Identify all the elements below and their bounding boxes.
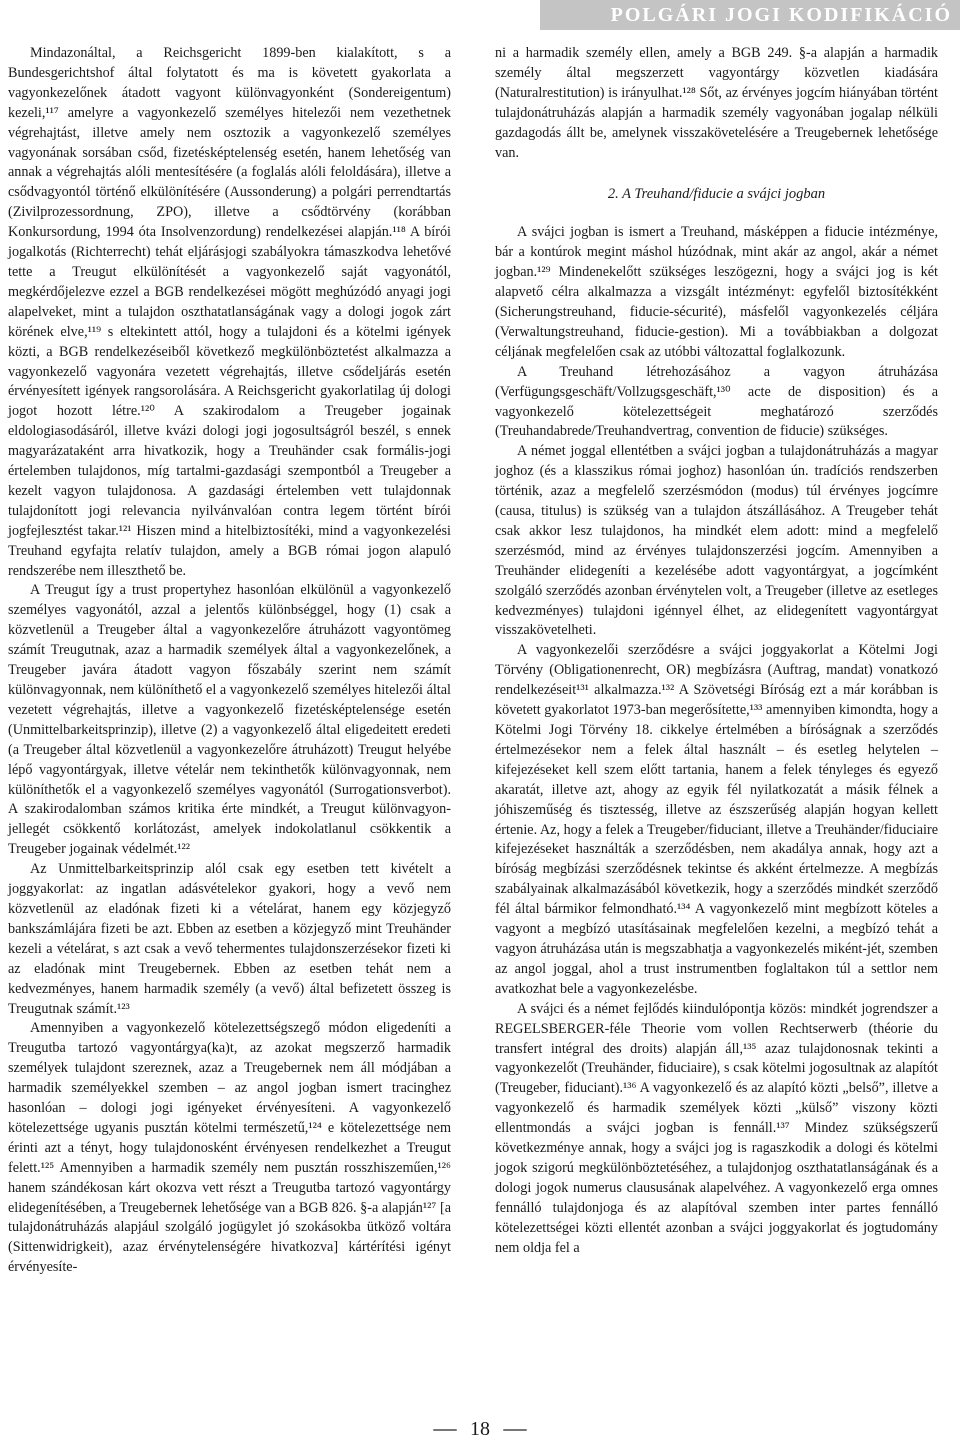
running-header-title: POLGÁRI JOGI KODIFIKÁCIÓ <box>610 4 952 26</box>
paragraph: A német joggal ellentétben a svájci jogban a tulajdonátruházás a magyar joghoz (és a klasszikus római joghoz) hasonlóan ún. tradíciós rendszerben történik, azaz a megfelelő szerzésmódon (modus) túl érvényes jogcímre (causa, titulus) is szükség van a tulajdon átszállásához. A Treugeber tehát csak akkor lesz tulajdonos, ha mindkét elem adott: mind a megfelelő szerzésmód, mind az érvényes tulajdonszerzési jogcím. Amennyiben a Treuhänder elidegeníti a kezelésébe adott vagyontárgyat, a jogcímként szolgáló szerződés azonban érvénytelen volt, a Treugeber (illetve az esetleges kedvezményes) tulajdoni igénnyel élhet, az elidegenített vagyontárgyat visszakövetelheti. <box>495 443 938 639</box>
right-ornament-icon <box>503 1429 527 1431</box>
section-heading: 2. A Treuhand/fiducie a svájci jogban <box>607 186 826 203</box>
paragraph: A vagyonkezelői szerződésre a svájci joggyakorlat a Kötelmi Jogi Törvény (Obligationenrecht, OR) megbízásra (Auftrag, mandat) vonatkozó rendelkezéseit¹³¹ alkalmazza.¹³² A Szövetségi Bíróság ezt a már korábban is követett gyakorlatot 1973-ban megerősítette,¹³³ amennyiben kimondta, hogy a Kötelmi Jogi Törvény 18. cikkelye értelmében a bíróságnak a szerződés értelmezésekor nem a felek által használt – és esetleg helytelen – kifejezéseket kell szem előtt tartania, hanem a felek tényleges és egyező akaratát, illetve azt, ahogy az egyik fél nyilatkozatát a másik félnek a jóhiszeműség és tisztesség, illetve az észszerűség alapján hogyan kellett értenie. Az, hogy a felek a Treugeber/fiduciant, illetve a Treuhänder/fiduciaire kifejezéseket használták a szerződésben, nem akadálya annak, hogy azt a bíróság megbízási szerződésnek tekintse és akként értelmezze. A megbízás szabályainak alkalmazásából következik, hogy a szerződés mindkét szerződő fél által bármikor felmondható.¹³⁴ A vagyonkezelő mint megbízott köteles a vagyont a megbízó utasításainak megfelelően kezelni, a megbízó tehát a vagyon átruházása után is megszabhatja a vagyonkezelés miként-jét, szemben az angol joggal, ahol a trust instrumentben foglaltakon túl a settlor nem avatkozhat bele a vagyonkezelésbe. <box>495 642 938 997</box>
paragraph: Amennyiben a vagyonkezelő kötelezettségszegő módon eligedeníti a Treugutba tartozó vagyontárgya(ka)t, az azokat megszerző harmadik személyek tulajdont szereznek, azaz a Treugebernek nem áll módjában a harmadik személyekkel szemben – az angol jogban ismert tracinghez hasonlóan – dologi jogi igényeket érvényesíteni. A vagyonkezelő kötelezettsége ugyanis pusztán kötelmi természetű,¹²⁴ e kötelezettsége nem érinti azt a tényt, hogy tulajdonosként érvényesen rendelkezhet a Treugut felett.¹²⁵ Amennyiben a harmadik személy nem pusztán rosszhiszeműen,¹²⁶ hanem szándékosan kárt okozva vett részt a Treugutba tartozó vagyontárgy elidegenítésében, a Treugebernek lehetősége van a BGB 826. §-a alapján¹²⁷ [a tulajdonátruházás alapjául szolgáló jogügylet jó szokásokba ütköző voltára (Sittenwidrigkeit), azaz érvénytelenségére hivatkozva] kártérítési igényt érvényesíte- <box>8 1020 451 1276</box>
paragraph: A Treuhand létrehozásához a vagyon átruházása (Verfügungsgeschäft/Vollzugsgeschäft,¹³⁰ acte de disposition) és a vagyonkezelő kötelezettségeit meghatározó szerződés (Treuhandabrede/Treuhandvertrag, convention de fiducie) szükséges. <box>495 363 938 440</box>
paragraph: Az Unmittelbarkeitsprinzip alól csak egy esetben tett kivételt a joggyakorlat: az ingatlan adásvételekor gyakori, hogy a vevő nem közvetlenül az eladónak fizeti ki a vételárat, hanem egy közjegyző bankszámlájára fizeti be azt. Ebben az esetben a közjegyző mint Treuhänder kezeli a vételárat, s azt csak a vevő tehermentes tulajdonszerzésekor fizeti ki az eladónak mint Treugebernek. Ebben az esetben tehát nem a kedvezményes, hanem harmadik személy (a vevő) által befizetett összeg is Treugutnak számít.¹²³ <box>8 861 451 1017</box>
page-footer <box>0 1418 960 1441</box>
paragraph: A svájci és a német fejlődés kiindulópontja közös: mindkét jogrendszer a REGELSBERGER-féle Theorie vom vollen Rechtserwerb (théorie du transfert intégral des droits) alapján áll,¹³⁵ azaz tulajdonosnak tekinti a vagyonkezelőt (Treuhänder, fiduciaire), s csak kötelmi jogosultnak az alapítót (Treugeber, fiduciant).¹³⁶ A vagyonkezelő és az alapító közti „belső”, illetve a vagyonkezelő és harmadik személyek közti „külső” viszony közti ellentmondás a svájci jogban is fennáll.¹³⁷ Mindez szükségszerű következménye annak, hogy a svájci jog is ragaszkodik a dologi és kötelmi jogok szigorú megkülönböztetéséhez, a tulajdonjog oszthatatlanságának és a dologi jogok numerus claususának alapelvéhez. A vagyonkezelő erga omnes fennálló tulajdonjoga és az alapítóval szemben inter partes fennálló kötelezettségei közti ellentét azonban a svájci joggyakorlat és jogtudomány nem oldja fel a <box>495 1000 938 1256</box>
left-column <box>8 44 451 1278</box>
paragraph-continued: ni a harmadik személy ellen, amely a BGB 249. §-a alapján a harmadik személy által megszerzett vagyontárgy közvetlen kiadására (Naturalrestitution) is irányulhat.¹²⁸ Sőt, az érvényes jogcím hiányában történt tulajdonátruházás alapján a harmadik személy vagyonában jogalap nélküli gazdagodás állt be, amelynek visszakövetelésére a Treugebernek lehetősége van. <box>495 45 938 161</box>
paragraph: A svájci jogban is ismert a Treuhand, másképpen a fiducie intézménye, bár a kontúrok megint máshol húzódnak, mint akár az angol, akár a német jogban.¹²⁹ Mindenekelőtt szükséges leszögezni, hogy a svájci jog is két alapvető célra alkalmazza a vizsgált intézményt: egyfelől biztosítékként (Sicherungstreuhand, fiducie-sécurité), másfelől vagyonkezelés céljára (Verwaltungstreuhand, fiducie-gestion). Mi a továbbiakban a dolgozat céljának megfelelően csak az utóbbi változattal foglalkozunk. <box>495 224 938 360</box>
page-number: 18 <box>470 1418 490 1440</box>
right-column <box>495 44 938 1258</box>
paragraph: A Treugut így a trust propertyhez hasonlóan elkülönül a vagyonkezelő személyes vagyonától, azzal a jelentős különbséggel, hogy (1) csak a közvetlenül a Treugeber által a vagyonkezelőre átruházott vagyontömeg számít Treugutnak, azaz a harmadik személyek által a vagyonkezelőnek, a Treugeber javára átadott vagyon főszabály szerint nem számít különvagyonnak, nem különíthető el a vagyonkezelő személyes hitelezői által vezetett végrehajtás, illetve a vagyonkezelő fizetésképtelensége esetén (Unmittelbarkeitsprinzip), illetve (2) a vagyonkezelő által eligedeitett eredeti (a Treugeber által közvetlenül a vagyonkezelőre átruházott) Treugut helyébe lépő vagyontárgyak, illetve vételár nem tekinthetők különvagyonnak, nem különíthetők el a vagyonkezelő személyes vagyonától (Surrogationsverbot). A szakirodalomban számos kritika érte mindkét, a Treugut különvagyon-jellegét csökkentő korlátozást, amelyek indokolatlanul csökkentik a Treugeber jogainak védelmét.¹²² <box>8 582 451 858</box>
running-header <box>540 0 960 30</box>
left-ornament-icon <box>433 1429 457 1431</box>
paragraph: Mindazonáltal, a Reichsgericht 1899-ben kialakított, s a Bundesgerichtshof által folytatott és ma is követett gyakorlata a vagyonkezelőnek átadott vagyont különvagyonként (Sondereigentum) kezeli,¹¹⁷ amelyre a vagyonkezelő személyes hitelezői nem vezethetnek végrehajtást, illetve amely nem osztozik a vagyonkezelő személyes vagyonának sorsában csőd, fizetésképtelenség esetén, hanem lehetőség van annak a végrehajtás alóli mentesítésére (a foglalás alóli feloldására), illetve a csődvagyontól történő elkülönítésére (Aussonderung) a polgári perrendtartás (Zivilprozessordnung, ZPO), illetve a csődtörvény (korábban Konkursordung, 1994 óta Insolvenzordung) rendelkezései alapján.¹¹⁸ A bírói jogalkotás (Richterrecht) tehát eljárásjogi szabályokra támaszkodva lehetővé tette a Treugut elkülönítését a vagyonkezelő saját vagyonától, megkérdőjelezve ezzel a BGB rendelkezései mögött meghúzódó anyagi jogi alapelveket, mint a tulajdon oszthatatlanságának vagy a dologi jogok zárt körének elve,¹¹⁹ s eltekintett attól, hogy a tulajdoni és a kötelmi igények közti, a BGB rendelkezéseiből következő megkülönböztetést alkalmazza a vagyonkezelő vagyonára vezetett végrehajtás, illetve csődeljárás esetén érvényesített igények rangsorolására. A Reichsgericht gyakorlatilag új dologi jogot hozott létre.¹²⁰ A szakirodalom a Treugeber jogainak eldologiasodásáról, illetve kvázi dologi jogi jogosultságról beszél, s ennek magyarázataként arra hivatkozik, hogy a Treuhänder csak formális-jogi értelemben tulajdonos, míg tartalmi-gazdasági szempontból a Treugeber a kezelt vagyon tulajdonosa. A gazdasági értelemben vett tulajdonnak tulajdonított jogi relevancia nyilvánvalóan contra legem történt bírói jogfejlesztést takar.¹²¹ Hiszen mind a hitelbiztosítéki, mind a vagyonkezelési Treuhand egyfajta relatív tulajdon, amely a BGB római jogon alapuló rendszerébe nem illeszthető be. <box>8 45 451 579</box>
